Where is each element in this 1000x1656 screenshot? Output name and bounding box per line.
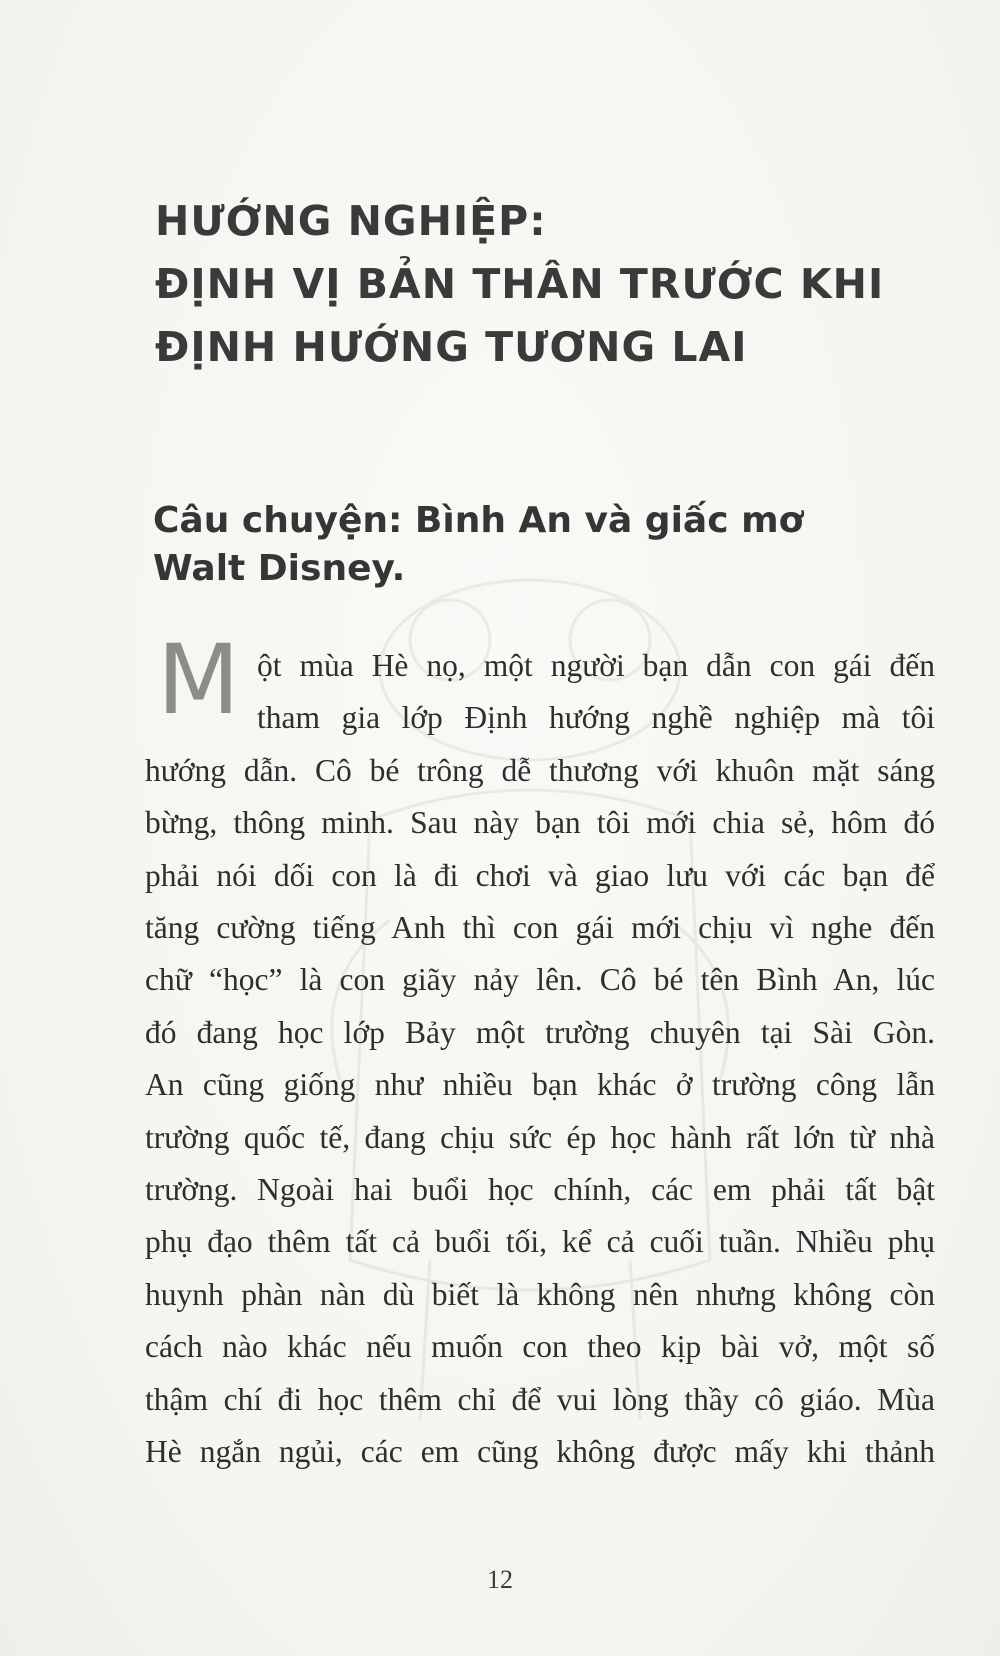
paragraph-line: trường quốc tế, đang chịu sức ép học hành rất lớn từ nhà <box>145 1119 935 1155</box>
paragraph-line: trường. Ngoài hai buổi học chính, các em phải tất bật <box>145 1172 935 1208</box>
paragraph-line: phụ đạo thêm tất cả buổi tối, kể cả cuối tuần. Nhiều phụ <box>145 1224 935 1260</box>
chapter-title-line: ĐỊNH HƯỚNG TƯƠNG LAI <box>155 323 748 371</box>
paragraph-line: ột mùa Hè nọ, một người bạn dẫn con gái đến <box>257 648 935 683</box>
page-number: 12 <box>487 1565 513 1594</box>
section-title-line: Câu chuyện: Bình An và giấc mơ <box>153 500 804 541</box>
paragraph-line: tham gia lớp Định hướng nghề nghiệp mà tôi <box>257 700 935 736</box>
paragraph-line: hướng dẫn. Cô bé trông dễ thương với khuôn mặt sáng <box>145 752 935 788</box>
section-title <box>153 497 913 593</box>
paragraph-line: phải nói dối con là đi chơi và giao lưu với các bạn để <box>145 857 935 893</box>
paragraph-line: thậm chí đi học thêm chỉ để vui lòng thầy cô giáo. Mùa <box>145 1381 935 1417</box>
paragraph-line: đó đang học lớp Bảy một trường chuyên tại Sài Gòn. <box>145 1014 935 1050</box>
paragraph-line: chữ “học” là con giãy nảy lên. Cô bé tên Bình An, lúc <box>145 962 935 998</box>
chapter-title-line: ĐỊNH VỊ BẢN THÂN TRƯỚC KHI <box>155 260 885 308</box>
paragraph-line: huynh phàn nàn dù biết là không nên nhưng không còn <box>145 1276 935 1312</box>
drop-cap: M <box>157 624 240 736</box>
chapter-title-line: HƯỚNG NGHIỆP: <box>155 197 547 245</box>
paragraph-line: tăng cường tiếng Anh thì con gái mới chịu vì nghe đến <box>145 910 935 946</box>
paragraph-line: Hè ngắn ngủi, các em cũng không được mấy khi thảnh <box>145 1434 935 1470</box>
paragraph-line: cách nào khác nếu muốn con theo kịp bài vở, một số <box>145 1329 935 1365</box>
section-title-line: Walt Disney. <box>153 548 406 589</box>
paragraph-line: An cũng giống như nhiều bạn khác ở trường công lẫn <box>145 1067 935 1103</box>
paragraph-line: bừng, thông minh. Sau này bạn tôi mới chia sẻ, hôm đó <box>145 805 935 841</box>
body-paragraph <box>145 640 935 1479</box>
chapter-title <box>155 190 915 379</box>
